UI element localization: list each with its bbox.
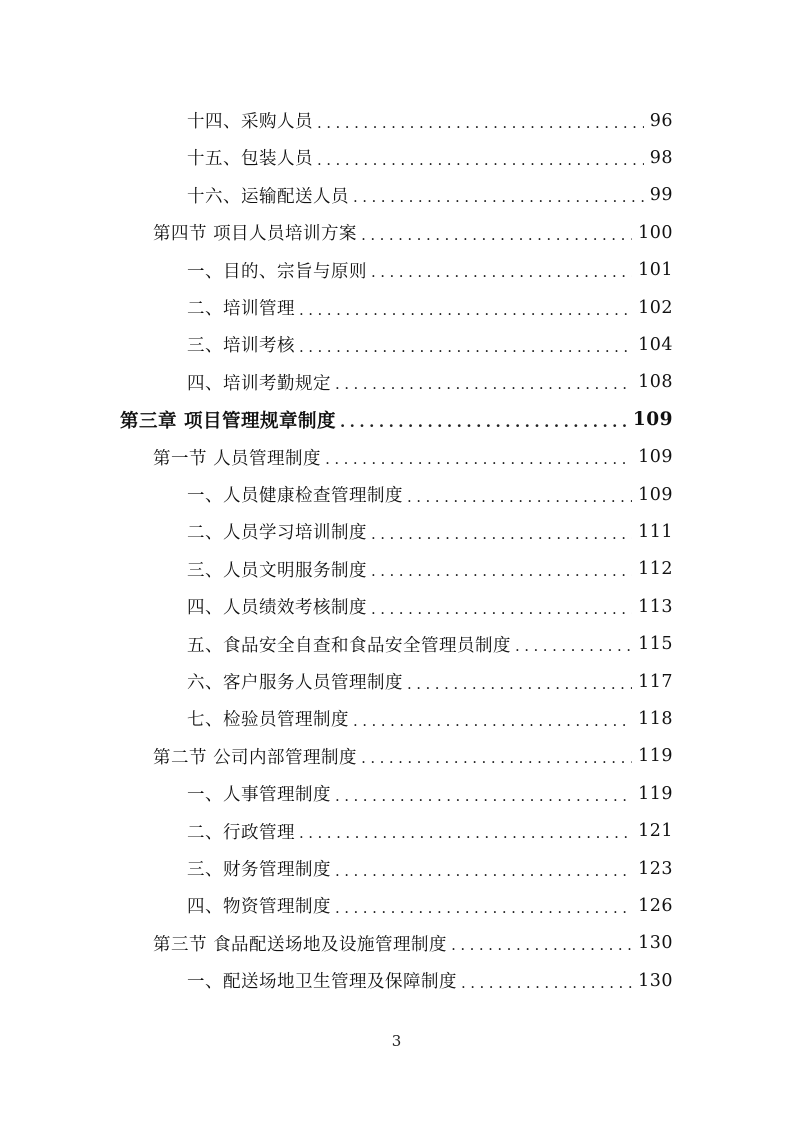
- toc-entry[interactable]: [187, 289, 673, 326]
- toc-entry[interactable]: [187, 551, 673, 588]
- toc-entry[interactable]: [153, 925, 673, 962]
- toc-entry-page: 130: [638, 933, 673, 954]
- toc-entry-page: 109: [638, 484, 673, 505]
- toc-entry-title: 五、食品安全自查和食品安全管理员制度: [187, 635, 511, 656]
- toc-entry[interactable]: [187, 326, 673, 363]
- toc-entry-title: 一、目的、宗旨与原则: [187, 261, 367, 282]
- toc-entry[interactable]: [187, 588, 673, 625]
- toc-dot-leader: [371, 562, 632, 580]
- toc-dot-leader: [335, 787, 632, 805]
- toc-entry-title: 第三章 项目管理规章制度: [120, 410, 336, 432]
- toc-entry[interactable]: [187, 364, 673, 401]
- toc-entry-title: 十六、运输配送人员: [187, 186, 349, 207]
- toc-entry-page: 123: [638, 858, 673, 879]
- toc-entry-title: 二、行政管理: [187, 822, 295, 843]
- toc-entry[interactable]: [153, 738, 673, 775]
- toc-entry[interactable]: [187, 252, 673, 289]
- toc-entry-page: 100: [638, 222, 673, 243]
- toc-entry-title: 三、人员文明服务制度: [187, 560, 367, 581]
- toc-entry-title: 第四节 项目人员培训方案: [153, 224, 358, 245]
- toc-dot-leader: [407, 675, 632, 693]
- toc-entry-title: 第一节 人员管理制度: [153, 448, 322, 469]
- toc-entry-page: 98: [649, 147, 673, 168]
- toc-entry[interactable]: [187, 887, 673, 924]
- toc-entry-page: 108: [638, 372, 673, 393]
- toc-entry-title: 十五、包装人员: [187, 149, 313, 170]
- toc-dot-leader: [371, 525, 632, 543]
- toc-dot-leader: [451, 936, 632, 954]
- toc-entry-page: 104: [638, 334, 673, 355]
- toc-dot-leader: [299, 301, 632, 319]
- toc-entry-page: 109: [638, 447, 673, 468]
- toc-entry-page: 102: [638, 297, 673, 318]
- toc-entry-page: 115: [638, 634, 673, 655]
- toc-entry-title: 七、检验员管理制度: [187, 710, 349, 731]
- toc-entry-page: 96: [649, 110, 673, 131]
- toc-dot-leader: [335, 899, 632, 917]
- toc-entry[interactable]: [187, 476, 673, 513]
- toc-entry-title: 三、培训考核: [187, 336, 295, 357]
- toc-entry-title: 一、人员健康检查管理制度: [187, 486, 403, 506]
- toc-dot-leader: [407, 488, 632, 506]
- toc-dot-leader: [353, 188, 644, 206]
- toc-entry[interactable]: [120, 401, 673, 438]
- toc-entry[interactable]: [187, 177, 673, 214]
- toc-entry[interactable]: [187, 962, 673, 999]
- toc-entry-page: 113: [638, 596, 673, 617]
- toc-entry[interactable]: [187, 139, 673, 176]
- toc-dot-leader: [335, 375, 632, 393]
- toc-dot-leader: [371, 263, 632, 281]
- toc-dot-leader: [361, 749, 632, 767]
- toc-entry-page: 117: [638, 671, 673, 692]
- toc-entry-title: 二、培训管理: [187, 299, 295, 319]
- toc-entry-title: 四、人员绩效考核制度: [187, 598, 367, 619]
- toc-entry[interactable]: [187, 775, 673, 812]
- toc-dot-leader: [353, 712, 632, 730]
- toc-dot-leader: [515, 637, 632, 655]
- toc-entry[interactable]: [187, 663, 673, 700]
- toc-entry-title: 第三节 食品配送场地及设施管理制度: [153, 934, 448, 955]
- toc-entry-page: 111: [638, 521, 673, 542]
- toc-dot-leader: [299, 824, 632, 842]
- toc-dot-leader: [371, 600, 632, 618]
- toc-entry-page: 119: [638, 746, 673, 767]
- toc-entry-title: 一、配送场地卫生管理及保障制度: [187, 972, 457, 993]
- toc-entry-page: 121: [638, 821, 673, 842]
- toc-entry-page: 101: [638, 260, 673, 281]
- toc-dot-leader: [317, 151, 644, 169]
- toc-entry-page: 119: [638, 783, 673, 804]
- toc-entry-title: 第二节 公司内部管理制度: [153, 747, 358, 768]
- toc-entry-title: 四、物资管理制度: [187, 897, 331, 918]
- toc-entry-page: 130: [638, 970, 673, 991]
- toc-dot-leader: [461, 974, 632, 992]
- toc-entry[interactable]: [187, 102, 673, 139]
- toc-dot-leader: [335, 862, 632, 880]
- toc-entry-title: 四、培训考勤规定: [187, 373, 331, 394]
- page-number: 3: [391, 1032, 402, 1050]
- toc-entry-title: 一、人事管理制度: [187, 785, 331, 806]
- toc-entry[interactable]: [187, 626, 673, 663]
- toc-entry-page: 112: [638, 559, 673, 580]
- toc-entry[interactable]: [153, 214, 673, 251]
- toc-entry-title: 十四、采购人员: [187, 112, 313, 132]
- toc-entry-title: 六、客户服务人员管理制度: [187, 673, 403, 693]
- toc-entry[interactable]: [187, 700, 673, 737]
- toc-entry[interactable]: [187, 813, 673, 850]
- toc-entry-page: 126: [638, 895, 673, 916]
- toc-entry-page: 99: [649, 185, 673, 206]
- toc-entry-title: 二、人员学习培训制度: [187, 523, 367, 544]
- toc-entry[interactable]: [187, 513, 673, 550]
- toc-entry-title: 三、财务管理制度: [187, 860, 331, 880]
- toc-dot-leader: [299, 338, 632, 356]
- toc-entry[interactable]: [153, 439, 673, 476]
- toc-entry-page: 109: [632, 409, 673, 431]
- toc-entry[interactable]: [187, 850, 673, 887]
- toc-entry-page: 118: [638, 708, 673, 729]
- toc-dot-leader: [317, 114, 644, 132]
- toc-dot-leader: [340, 413, 627, 431]
- toc-dot-leader: [361, 226, 632, 244]
- toc-dot-leader: [325, 450, 632, 468]
